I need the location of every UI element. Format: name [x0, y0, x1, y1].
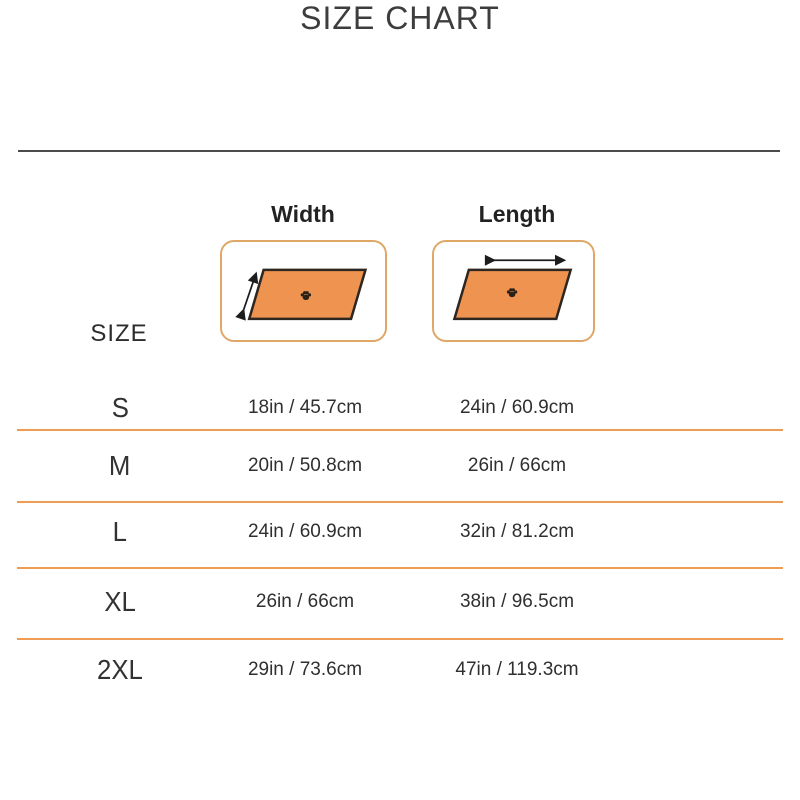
- table-row: [0, 650, 800, 690]
- row-divider: [17, 501, 783, 503]
- size-label: [40, 446, 200, 486]
- column-header-length: Length: [478, 201, 556, 227]
- width-arrow-blanket-icon: [222, 242, 385, 340]
- length-illustration-box: [432, 240, 595, 342]
- row-divider: [17, 567, 783, 569]
- size-label: [40, 512, 200, 552]
- length-value: 38in / 96.5cm: [459, 591, 575, 612]
- column-header-width: Width: [271, 201, 335, 227]
- length-value: 26in / 66cm: [467, 455, 567, 476]
- page-title: SIZE CHART: [300, 0, 500, 36]
- size-column-label: SIZE: [90, 320, 148, 347]
- size-label: [40, 582, 200, 622]
- length-value: 24in / 60.9cm: [459, 397, 575, 418]
- size-label-text: XL: [104, 586, 136, 617]
- table-row: [0, 512, 800, 552]
- width-value: 26in / 66cm: [255, 591, 355, 612]
- size-label: [40, 650, 200, 690]
- size-label: [40, 388, 200, 428]
- size-label-text: M: [109, 450, 131, 481]
- title-divider: [18, 150, 780, 152]
- blanket-shape: [249, 270, 365, 319]
- width-illustration-box: [220, 240, 387, 342]
- table-row: [0, 446, 800, 486]
- table-row: [0, 582, 800, 622]
- length-arrow-blanket-icon: [434, 242, 593, 340]
- row-divider: [17, 429, 783, 431]
- size-label-text: S: [111, 392, 129, 423]
- length-value: 32in / 81.2cm: [459, 521, 575, 542]
- size-label-text: L: [112, 516, 128, 547]
- row-divider: [17, 638, 783, 640]
- length-value: 47in / 119.3cm: [455, 659, 579, 680]
- table-row: [0, 388, 800, 428]
- width-value: 20in / 50.8cm: [247, 455, 363, 476]
- width-value: 24in / 60.9cm: [247, 521, 363, 542]
- width-value: 18in / 45.7cm: [247, 397, 363, 418]
- width-value: 29in / 73.6cm: [247, 659, 363, 680]
- size-label-text: 2XL: [97, 654, 143, 685]
